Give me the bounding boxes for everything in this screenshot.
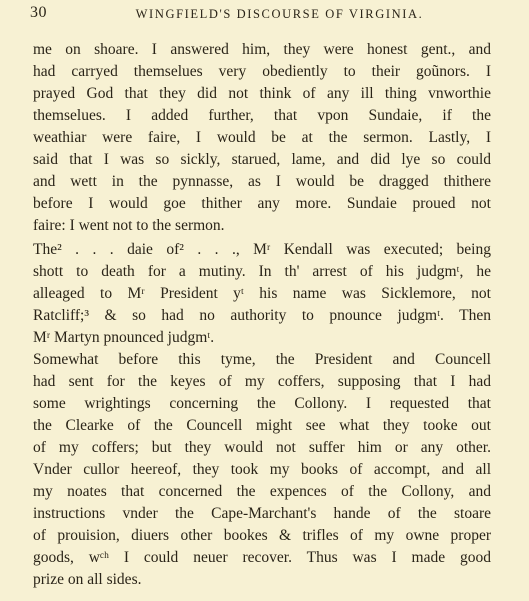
text-line: said that I was so sickly, starued, lame, and did lye so could [33,151,491,168]
text-line: Ratcliff;³ & so had no authority to pnounce judgmᵗ. Then [33,307,491,324]
text-line: had sent for the keyes of my coffers, supposing that I had [33,373,491,390]
text-line: of my coffers; but they would not suffer him or any other. [33,439,491,456]
text-line: shott to death for a mutiny. In th' arrest of his judgmᵗ, he [33,263,491,280]
text-line: had carryed themselues very obediently to their goũnors. I [33,63,491,80]
paragraph [33,239,491,349]
text-line: some wrightings concerning the Collony. I requested that [33,395,491,412]
page-number: 30 [30,4,47,21]
text-line: weathiar were faire, I would be at the sermon. Lastly, I [33,129,491,146]
text-line: Vnder cullor heereof, they took my books of accompt, and all [33,461,491,478]
text-line: the Clearke of the Councell might see what they tooke out [33,417,491,434]
text-line: before I would goe thither any more. Sundaie proued not [33,195,491,212]
paragraph [33,349,491,591]
running-head: WINGFIELD'S DISCOURSE OF VIRGINIA. [135,7,424,21]
text-line: Mʳ Martyn pnounced judgmᵗ. [33,329,215,346]
text-line: alleaged to Mʳ President yᵗ his name was Sicklemore, not [33,285,491,302]
text-line: my noates that concerned the expences of the Collony, and [33,483,491,500]
text-line: faire: I went not to the sermon. [33,217,225,234]
text-line: Somewhat before this tyme, the President and Councell [33,351,491,368]
paragraph [33,39,491,237]
text-line: goods, wᶜʰ I could neuer recover. Thus was I made good [33,549,491,566]
body-text [33,39,491,591]
text-line: of prouision, diuers other bookes & trifles of my owne proper [33,527,491,544]
text-line: The² . . . daie of² . . ., Mʳ Kendall was executed; being [33,241,491,258]
text-line: me on shoare. I answered him, they were honest gent., and [33,41,491,58]
text-line: and wett in the pynnasse, as I would be dragged thithere [33,173,491,190]
text-line: prize on all sides. [33,571,142,588]
text-line: themselues. I added further, that vpon Sundaie, if the [33,107,491,124]
text-line: prayed God that they did not think of any ill thing vnworthie [33,85,491,102]
text-line: instructions vnder the Cape-Marchant's hande of the stoare [33,505,491,522]
